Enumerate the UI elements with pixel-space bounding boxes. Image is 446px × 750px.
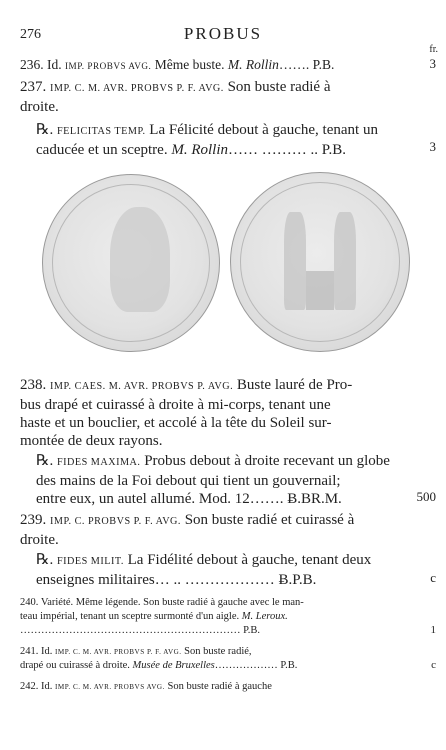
entry-241: 241. Id. IMP. C. M. AVR. PROBVS P. F. AVG. Son buste radié, drapé ou cuirassé à droite. Musée de Bruxelles……………… P.B. <box>20 646 298 671</box>
source: M. Rollin <box>227 57 279 72</box>
entry-237: 237. IMP. C. M. AVR. PROBVS P. F. AVG. Son buste radié à droite. <box>20 79 331 115</box>
reverse-mark: ℞. <box>36 552 54 568</box>
obverse-legend: IMP. C. PROBVS P. F. AVG. <box>50 516 181 527</box>
coin-obverse-image <box>42 174 220 352</box>
obverse-legend: IMP. C. M. AVR. PROBVS P. F. AVG. <box>50 83 224 94</box>
value: 1 <box>430 624 436 636</box>
value: c <box>430 570 436 585</box>
reverse-239: ℞. FIDES MILIT. La Fidélité debout à gauche, tenant deux enseignes militaires… .. ……………… Ƀ.P.B. <box>36 552 372 588</box>
running-title: PROBUS <box>183 24 263 43</box>
reverse-mark: ℞. <box>36 122 54 138</box>
entry-239: 239. IMP. C. PROBVS P. F. AVG. Son buste radié et cuirassé à droite. <box>20 512 355 548</box>
source: M. Leroux. <box>241 611 288 622</box>
value: c <box>431 659 436 671</box>
value: 3 <box>429 139 436 154</box>
reverse-legend: FIDES MAXIMA. <box>56 457 141 468</box>
currency-unit: fr. <box>429 44 438 55</box>
value: 3 <box>429 56 436 71</box>
source: M. Rollin <box>171 142 229 158</box>
obverse-legend: IMP. PROBVS AVG. <box>65 61 152 71</box>
entry-238: 238. IMP. CAES. M. AVR. PROBVS P. AVG. Buste lauré de Pro- bus drapé et cuirassé à droite à mi-corps, tenant une haste et un bouclier, et accolé à la tête du Soleil sur- montée de deux rayons. <box>20 377 353 449</box>
page-number: 276 <box>20 27 41 42</box>
reverse-mark: ℞. <box>36 453 54 469</box>
value: 500 <box>416 489 436 504</box>
entry-number: 236. <box>20 57 44 72</box>
reverse-238: ℞. FIDES MAXIMA. Probus debout à droite recevant un globe des mains de la Foi debout qui tient un gouvernail; entre eux, un autel allumé. Mod. 12……. Ƀ.BR.M. <box>36 453 390 507</box>
entry-242: 242. Id. IMP. C. M. AVR. PROBVS AVG. Son buste radié à gauche <box>20 681 272 692</box>
coin-reverse-image <box>230 172 410 352</box>
reverse-legend: FELICITAS TEMP. <box>56 126 146 137</box>
reverse-legend: FIDES MILIT. <box>56 556 124 567</box>
obverse-legend: IMP. C. M. AVR. PROBVS P. F. AVG. <box>55 648 182 656</box>
reverse-237: ℞. FELICITAS TEMP. La Félicité debout à gauche, tenant un caducée et un sceptre. M. Rollin…… ……… .. P.B. <box>36 122 378 158</box>
entry-240: 240. Variété. Même légende. Son buste radié à gauche avec le man- teau impérial, tenant un sceptre surmonté d'un aigle. M. Leroux. ……………………………………………………… P.B. <box>20 597 304 636</box>
source: Musée de Bruxelles <box>132 660 215 671</box>
obverse-legend: IMP. CAES. M. AVR. PROBVS P. AVG. <box>50 381 234 392</box>
obverse-legend: IMP. C. M. AVR. PROBVS AVG. <box>55 683 165 691</box>
entry-236: 236. Id. IMP. PROBVS AVG. Même buste. M. Rollin……. P.B. <box>20 57 335 72</box>
